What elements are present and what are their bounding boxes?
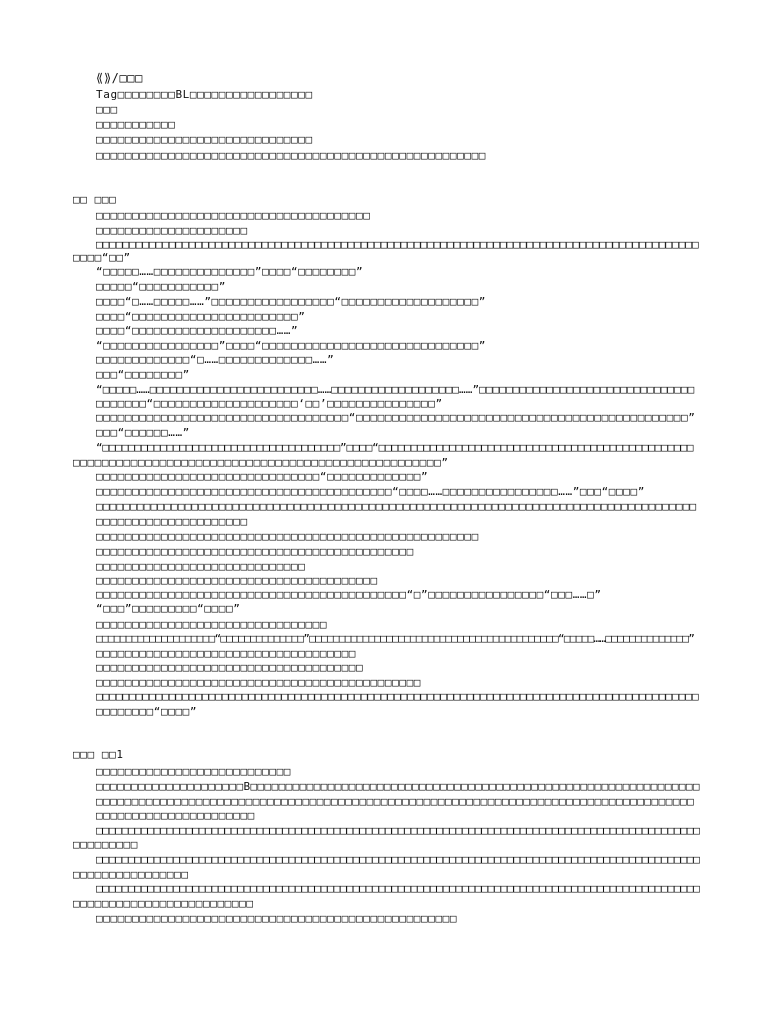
body-line: □□□□□□□□□□□□□□□□□□□□□□□□□□□□□□□□□□□□□□ [96, 209, 371, 222]
body-line: □□□□□□□□□□□□□□□□□□□□□□□□□□□□□□□□□□□□□□□□□□□□□□□□□□ [96, 912, 458, 925]
body-line: □□□□□□□□□□□□□□□□□□□□□□□□□□□□□□□□□□□□□□□□□□□□□□□□□□□□□□□□□□□□□□□□□□□□□□□□□□□□□□□□□□□□□□□□□□□ [96, 690, 699, 703]
body-line: □□□□□□□□□□□□□□□□□□□□□□□□□□□□□□□□□□□□□□□□□□□□□□□□□□□□□□□□□□□□□□□□□□□□□□□□□□□□□□□□□□□□ [96, 795, 695, 808]
body-line: □□□□□□□□□ [73, 838, 139, 851]
header-line: □□□ [96, 103, 118, 116]
body-line: □□□□□□□□□□□□□□□□□□□□□ [96, 515, 248, 528]
body-line: □□□□□□□□□□□□□□□□□□□□□□□□□□□□□□□□□□□□□□□□□□□□□□□□□□□□□□□□□□□□□□□□□□□□□□□□□□□□□□□□□□□□□□□□ [96, 500, 697, 513]
header-line: □□□□□□□□□□□□□□□□□□□□□□□□□□□□□□ [96, 133, 313, 146]
body-line: □□□□“□□□□□□□□□□□□□□□□□□□□□□□” [96, 310, 306, 323]
body-line: □□□□□□□□□□□□□□□□□□□□“□□□□□□□□□□□□□□”□□□□□□□□□□□□□□□□□□□□□□□□□□□□□□□□□□□□□□□□□□“□□□□□……□□□□□□□□□□□□□□” [96, 632, 695, 645]
body-line: □□□□“□□□□□□□□□□□□□□□□□□□□……” [96, 324, 299, 337]
section-heading: □□□ □□1 [73, 748, 124, 761]
header-line: □□□□□□□□□□□□□□□□□□□□□□□□□□□□□□□□□□□□□□□□□□□□□□□□□□□□□□ [96, 149, 487, 162]
body-line: □□□□□□□□□□□□□□□□□□□□□B□□□□□□□□□□□□□□□□□□□□□□□□□□□□□□□□□□□□□□□□□□□□□□□□□□□□□□□□□□□□□□□□ [96, 780, 700, 793]
body-line: “□□□□□□□□□□□□□□□□”□□□□“□□□□□□□□□□□□□□□□□□□□□□□□□□□□□□” [96, 339, 487, 352]
body-line: □□□□□□□□□□□□□□□□□□□□□□ [96, 809, 255, 822]
body-line: □□□□□□□□“□□□□” [96, 705, 198, 718]
body-line: □□□□□□□□□□□□□□□□□□□□□□□□□□□□□ [96, 560, 306, 573]
body-line: □□□“□□□□□□□□” [96, 368, 190, 381]
body-line: □□□□□□□“□□□□□□□□□□□□□□□□□□□□‘□□’□□□□□□□□□□□□□□□” [96, 397, 443, 410]
body-line: □□□□□□□□□□□□□□□□□□□□□□□□□□□□□□□□□□□□□□□□□□□□□□□□□□□□□□□□□□□□□□□□□□□□□□□□□□□□□□□□□□□□□□□□□□□□□□ [96, 824, 700, 837]
body-line: □□□□□□□□□□□□□□□□□□□□□□□□□□□□□□□□□□□□□□□□□□□“□”□□□□□□□□□□□□□□□□“□□□……□” [96, 588, 602, 601]
body-line: “□□□□□……□□□□□□□□□□□□□□”□□□□“□□□□□□□□” [96, 265, 364, 278]
section-heading: □□ □□□ [73, 193, 117, 206]
body-line: □□□□□□□□□□□□□□□□□□□□□□□□□□□□□□□□□□□“□□□□□□□□□□□□□□□□□□□□□□□□□□□□□□□□□□□□□□□□□□□□□□” [96, 411, 696, 424]
body-line: □□□□□□□□□□□□□□□□□□□□□□□□□□□□□□□□ [96, 618, 328, 631]
body-line: □□□□“□……□□□□□……”□□□□□□□□□□□□□□□□□“□□□□□□□□□□□□□□□□□□□” [96, 295, 487, 308]
body-line: □□□□□□□□□□□□□□□□□□□□□□□□□□□□□□□□□□□□□□□□□□□□□ [96, 676, 422, 689]
body-line: “□□□□□……□□□□□□□□□□□□□□□□□□□□□□□□□……□□□□□□□□□□□□□□□□□□□……”□□□□□□□□□□□□□□□□□□□□□□□□□□□□□□□□ [96, 383, 695, 396]
body-line: □□□□□□□□□□□□□□□□□□□□□□□□□□□□□□□□□□□□□□□□□□□□□□□□□□□□□□□□□□□□□□□□□□□□□□□□□□□□□□□□□□□□□□□□□□□□□□ [96, 853, 700, 866]
header-line: ⟪⟫/□□□ [96, 71, 143, 85]
body-line: □□□□□□□□□□□□□□□□□□□□□□□□□□□□□□□□□□□□□□□ [96, 574, 378, 587]
body-line: □□□□□□□□□□□□□□□□□□□□□□□□□□□□□□□□□□□□□□□□□□□□□□□□□□□□□□□□□□□□□□□□□□□□□□□□□□□□□□□□□□□□□□□□□□□ [96, 238, 699, 251]
body-line: □□□□“□□” [73, 251, 131, 264]
body-line: □□□□□□□□□□□□□□□□□□□□□□□□□□□ [96, 765, 292, 778]
body-line: □□□□□□□□□□□□□□□□□□□□□□□□□□□□□□□“□□□□□□□□□□□□□” [96, 470, 429, 483]
body-line: □□□□□□□□□□□□□“□……□□□□□□□□□□□□□……” [96, 353, 335, 366]
body-line: □□□□□“□□□□□□□□□□□” [96, 280, 227, 293]
body-line: □□□□□□□□□□□□□□□□□□□□□□□□□□□□□□□□□□□□□□□□□□□□□□□□□□□□□ [96, 530, 479, 543]
body-line: “□□□”□□□□□□□□□“□□□□” [96, 602, 241, 615]
body-line: □□□□□□□□□□□□□□□□□□□□□□□□□□□□□□□□□□□□□□□□□“□□□□……□□□□□□□□□□□□□□□□……”□□□“□□□□” [96, 485, 645, 498]
body-line: □□□□□□□□□□□□□□□□□□□□□□□□□□□□□□□□□□□□□□□□□□□□□□□□□□□□□□□□□□□□□□□□□□□□□□□□□□□□□□□□□□□□□□□□□□□□□□ [96, 882, 700, 895]
body-line: □□□“□□□□□□……” [96, 426, 190, 439]
body-line: □□□□□□□□□□□□□□□□□□□□□□□□□ [73, 897, 254, 910]
header-line: □□□□□□□□□□□ [96, 118, 176, 131]
body-line: □□□□□□□□□□□□□□□□□□□□□□□□□□□□□□□□□□□□□ [96, 661, 364, 674]
body-line: □□□□□□□□□□□□□□□□□□□□□□□□□□□□□□□□□□□□□□□□□□□□□□□□□□□” [73, 456, 449, 469]
body-line: □□□□□□□□□□□□□□□□□□□□□□□□□□□□□□□□□□□□ [96, 647, 357, 660]
header-line: Tag□□□□□□□□BL□□□□□□□□□□□□□□□□□ [96, 88, 313, 101]
body-line: □□□□□□□□□□□□□□□□□□□□□□□□□□□□□□□□□□□□□□□□□□□□ [96, 545, 414, 558]
body-line: □□□□□□□□□□□□□□□□□□□□□ [96, 224, 248, 237]
body-line: □□□□□□□□□□□□□□□□ [73, 868, 189, 881]
body-line: “□□□□□□□□□□□□□□□□□□□□□□□□□□□□□□□□□□□□□”□□□□“□□□□□□□□□□□□□□□□□□□□□□□□□□□□□□□□□□□□□□□□□□□□□□□□□ [96, 441, 694, 454]
